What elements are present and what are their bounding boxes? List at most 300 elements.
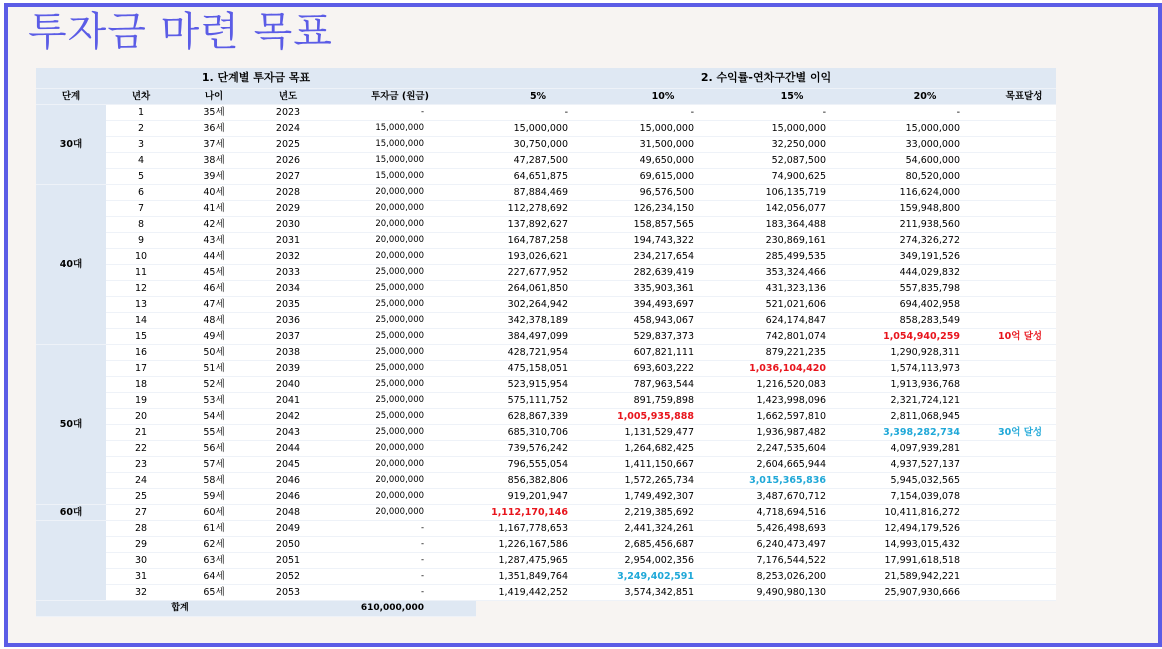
cell-goal — [992, 536, 1056, 552]
cell-year-index: 22 — [106, 440, 176, 456]
cell-age: 62세 — [176, 536, 252, 552]
cell-year-index: 28 — [106, 520, 176, 536]
cell-return-20: 54,600,000 — [858, 152, 992, 168]
cell-return-15: 106,135,719 — [726, 184, 858, 200]
table-row — [36, 536, 1056, 552]
cell-return-10: 31,500,000 — [600, 136, 726, 152]
stage-cell: 50대 — [36, 344, 106, 504]
cell-year: 2051 — [252, 552, 324, 568]
cell-age: 51세 — [176, 360, 252, 376]
cell-return-15: 1,936,987,482 — [726, 424, 858, 440]
cell-return-15: 15,000,000 — [726, 120, 858, 136]
cell-return-10: 1,264,682,425 — [600, 440, 726, 456]
cell-age: 40세 — [176, 184, 252, 200]
cell-year: 2042 — [252, 408, 324, 424]
cell-year-index: 18 — [106, 376, 176, 392]
cell-investment: 20,000,000 — [324, 200, 476, 216]
cell-return-10: 1,131,529,477 — [600, 424, 726, 440]
cell-return-15: 183,364,488 — [726, 216, 858, 232]
cell-return-5: 1,112,170,146 — [476, 504, 600, 520]
cell-year: 2025 — [252, 136, 324, 152]
cell-return-15: 1,423,998,096 — [726, 392, 858, 408]
cell-year-index: 8 — [106, 216, 176, 232]
table-row — [36, 168, 1056, 184]
cell-year-index: 13 — [106, 296, 176, 312]
cell-investment: 20,000,000 — [324, 456, 476, 472]
cell-return-20: 116,624,000 — [858, 184, 992, 200]
cell-return-5: 302,264,942 — [476, 296, 600, 312]
cell-investment: 20,000,000 — [324, 440, 476, 456]
table-row — [36, 232, 1056, 248]
cell-return-10: 1,572,265,734 — [600, 472, 726, 488]
cell-investment: 25,000,000 — [324, 280, 476, 296]
cell-goal — [992, 376, 1056, 392]
cell-return-15: 4,718,694,516 — [726, 504, 858, 520]
cell-return-10: 49,650,000 — [600, 152, 726, 168]
cell-goal — [992, 296, 1056, 312]
cell-return-20: 33,000,000 — [858, 136, 992, 152]
cell-year: 2035 — [252, 296, 324, 312]
cell-return-20: 159,948,800 — [858, 200, 992, 216]
cell-return-15: 1,662,597,810 — [726, 408, 858, 424]
cell-investment: 20,000,000 — [324, 232, 476, 248]
column-header-row — [36, 88, 1056, 104]
cell-return-20: 349,191,526 — [858, 248, 992, 264]
cell-age: 49세 — [176, 328, 252, 344]
cell-year: 2029 — [252, 200, 324, 216]
cell-age: 50세 — [176, 344, 252, 360]
cell-year: 2030 — [252, 216, 324, 232]
cell-year-index: 17 — [106, 360, 176, 376]
cell-return-5: 1,351,849,764 — [476, 568, 600, 584]
table-row — [36, 344, 1056, 360]
table-row — [36, 136, 1056, 152]
cell-return-15: 3,487,670,712 — [726, 488, 858, 504]
cell-goal — [992, 200, 1056, 216]
cell-return-15: 742,801,074 — [726, 328, 858, 344]
cell-investment: 25,000,000 — [324, 312, 476, 328]
cell-year: 2027 — [252, 168, 324, 184]
cell-return-15: 6,240,473,497 — [726, 536, 858, 552]
cell-return-20: 14,993,015,432 — [858, 536, 992, 552]
cell-goal — [992, 568, 1056, 584]
section-header-row — [36, 68, 1056, 88]
cell-year-index: 32 — [106, 584, 176, 600]
cell-year: 2040 — [252, 376, 324, 392]
cell-year-index: 27 — [106, 504, 176, 520]
cell-goal — [992, 312, 1056, 328]
cell-age: 58세 — [176, 472, 252, 488]
cell-year-index: 14 — [106, 312, 176, 328]
cell-return-10: 394,493,697 — [600, 296, 726, 312]
cell-return-10: 3,249,402,591 — [600, 568, 726, 584]
cell-return-15: 8,253,026,200 — [726, 568, 858, 584]
cell-year: 2045 — [252, 456, 324, 472]
cell-age: 48세 — [176, 312, 252, 328]
cell-goal — [992, 232, 1056, 248]
cell-return-10: 2,685,456,687 — [600, 536, 726, 552]
column-header: 투자금 (원금) — [324, 88, 476, 104]
cell-year-index: 31 — [106, 568, 176, 584]
cell-goal — [992, 360, 1056, 376]
cell-return-5: 137,892,627 — [476, 216, 600, 232]
cell-investment: 25,000,000 — [324, 376, 476, 392]
cell-return-15: 624,174,847 — [726, 312, 858, 328]
table-row — [36, 120, 1056, 136]
cell-age: 59세 — [176, 488, 252, 504]
cell-return-5: 685,310,706 — [476, 424, 600, 440]
section2-title: 2. 수익률-연차구간별 이익 — [476, 68, 1056, 88]
cell-investment: - — [324, 104, 476, 120]
cell-return-10: 458,943,067 — [600, 312, 726, 328]
cell-return-15: 431,323,136 — [726, 280, 858, 296]
table-row — [36, 248, 1056, 264]
cell-return-5: 15,000,000 — [476, 120, 600, 136]
cell-return-5: 796,555,054 — [476, 456, 600, 472]
table-row — [36, 200, 1056, 216]
cell-return-10: 2,219,385,692 — [600, 504, 726, 520]
cell-age: 52세 — [176, 376, 252, 392]
cell-age: 54세 — [176, 408, 252, 424]
cell-year-index: 25 — [106, 488, 176, 504]
cell-return-20: 21,589,942,221 — [858, 568, 992, 584]
cell-return-5: 342,378,189 — [476, 312, 600, 328]
cell-year: 2034 — [252, 280, 324, 296]
cell-goal — [992, 136, 1056, 152]
cell-investment: 20,000,000 — [324, 504, 476, 520]
cell-return-15: 1,036,104,420 — [726, 360, 858, 376]
cell-return-5: 30,750,000 — [476, 136, 600, 152]
cell-return-5: 1,419,442,252 — [476, 584, 600, 600]
total-label: 합계 — [36, 600, 324, 616]
stage-cell: 60대 — [36, 504, 106, 520]
table-row — [36, 216, 1056, 232]
cell-year-index: 29 — [106, 536, 176, 552]
cell-goal — [992, 216, 1056, 232]
cell-return-15: 2,247,535,604 — [726, 440, 858, 456]
cell-age: 45세 — [176, 264, 252, 280]
cell-return-10: 787,963,544 — [600, 376, 726, 392]
cell-age: 56세 — [176, 440, 252, 456]
cell-return-15: 32,250,000 — [726, 136, 858, 152]
column-header: 15% — [726, 88, 858, 104]
cell-return-5: - — [476, 104, 600, 120]
cell-year-index: 12 — [106, 280, 176, 296]
cell-goal — [992, 552, 1056, 568]
column-header: 년차 — [106, 88, 176, 104]
table-row — [36, 104, 1056, 120]
cell-return-5: 919,201,947 — [476, 488, 600, 504]
cell-return-5: 227,677,952 — [476, 264, 600, 280]
cell-return-15: 879,221,235 — [726, 344, 858, 360]
cell-return-20: 444,029,832 — [858, 264, 992, 280]
cell-return-10: 234,217,654 — [600, 248, 726, 264]
cell-investment: 20,000,000 — [324, 472, 476, 488]
cell-return-5: 475,158,051 — [476, 360, 600, 376]
cell-age: 60세 — [176, 504, 252, 520]
cell-return-20: 3,398,282,734 — [858, 424, 992, 440]
cell-return-5: 1,226,167,586 — [476, 536, 600, 552]
cell-goal — [992, 472, 1056, 488]
cell-goal — [992, 344, 1056, 360]
column-header: 20% — [858, 88, 992, 104]
cell-investment: 20,000,000 — [324, 488, 476, 504]
table-row — [36, 520, 1056, 536]
table-row — [36, 152, 1056, 168]
cell-return-20: 5,945,032,565 — [858, 472, 992, 488]
table-row — [36, 312, 1056, 328]
cell-investment: - — [324, 536, 476, 552]
cell-return-20: 12,494,179,526 — [858, 520, 992, 536]
table-row — [36, 280, 1056, 296]
cell-return-15: 52,087,500 — [726, 152, 858, 168]
cell-return-5: 739,576,242 — [476, 440, 600, 456]
table-row — [36, 584, 1056, 600]
cell-year: 2044 — [252, 440, 324, 456]
cell-investment: 20,000,000 — [324, 216, 476, 232]
cell-age: 61세 — [176, 520, 252, 536]
cell-goal — [992, 280, 1056, 296]
column-header: 나이 — [176, 88, 252, 104]
cell-year-index: 20 — [106, 408, 176, 424]
cell-return-10: 1,411,150,667 — [600, 456, 726, 472]
cell-return-20: 1,054,940,259 — [858, 328, 992, 344]
cell-year: 2049 — [252, 520, 324, 536]
cell-return-10: - — [600, 104, 726, 120]
cell-return-15: 5,426,498,693 — [726, 520, 858, 536]
cell-return-15: 3,015,365,836 — [726, 472, 858, 488]
cell-return-5: 575,111,752 — [476, 392, 600, 408]
cell-year: 2033 — [252, 264, 324, 280]
cell-year: 2032 — [252, 248, 324, 264]
cell-return-5: 164,787,258 — [476, 232, 600, 248]
cell-return-10: 194,743,322 — [600, 232, 726, 248]
cell-age: 35세 — [176, 104, 252, 120]
cell-goal — [992, 584, 1056, 600]
cell-return-20: 10,411,816,272 — [858, 504, 992, 520]
cell-year-index: 10 — [106, 248, 176, 264]
cell-return-20: 2,811,068,945 — [858, 408, 992, 424]
cell-age: 36세 — [176, 120, 252, 136]
cell-return-15: 7,176,544,522 — [726, 552, 858, 568]
cell-investment: 25,000,000 — [324, 344, 476, 360]
cell-investment: 25,000,000 — [324, 264, 476, 280]
cell-return-15: 1,216,520,083 — [726, 376, 858, 392]
cell-return-10: 1,005,935,888 — [600, 408, 726, 424]
cell-investment: 15,000,000 — [324, 120, 476, 136]
cell-year-index: 3 — [106, 136, 176, 152]
column-header: 년도 — [252, 88, 324, 104]
cell-goal — [992, 520, 1056, 536]
cell-return-5: 264,061,850 — [476, 280, 600, 296]
cell-year-index: 7 — [106, 200, 176, 216]
cell-return-10: 607,821,111 — [600, 344, 726, 360]
cell-year-index: 30 — [106, 552, 176, 568]
cell-year-index: 16 — [106, 344, 176, 360]
cell-return-10: 126,234,150 — [600, 200, 726, 216]
cell-age: 39세 — [176, 168, 252, 184]
cell-year-index: 4 — [106, 152, 176, 168]
stage-cell: 40대 — [36, 184, 106, 344]
table-row — [36, 440, 1056, 456]
cell-investment: 20,000,000 — [324, 248, 476, 264]
cell-return-5: 112,278,692 — [476, 200, 600, 216]
table-body — [36, 104, 1056, 600]
cell-return-20: 2,321,724,121 — [858, 392, 992, 408]
cell-year-index: 2 — [106, 120, 176, 136]
cell-return-5: 1,167,778,653 — [476, 520, 600, 536]
cell-investment: - — [324, 520, 476, 536]
cell-return-5: 193,026,621 — [476, 248, 600, 264]
cell-return-10: 15,000,000 — [600, 120, 726, 136]
cell-goal — [992, 488, 1056, 504]
cell-return-20: 1,574,113,973 — [858, 360, 992, 376]
cell-goal — [992, 168, 1056, 184]
cell-year: 2052 — [252, 568, 324, 584]
cell-return-15: 74,900,625 — [726, 168, 858, 184]
cell-return-15: - — [726, 104, 858, 120]
cell-investment: - — [324, 552, 476, 568]
table-row — [36, 376, 1056, 392]
cell-return-5: 523,915,954 — [476, 376, 600, 392]
cell-investment: - — [324, 584, 476, 600]
cell-year-index: 19 — [106, 392, 176, 408]
cell-goal — [992, 152, 1056, 168]
cell-investment: 25,000,000 — [324, 296, 476, 312]
cell-year: 2026 — [252, 152, 324, 168]
table-row — [36, 392, 1056, 408]
cell-return-20: 17,991,618,518 — [858, 552, 992, 568]
cell-return-20: 25,907,930,666 — [858, 584, 992, 600]
cell-return-10: 158,857,565 — [600, 216, 726, 232]
cell-goal — [992, 184, 1056, 200]
table-row — [36, 456, 1056, 472]
cell-age: 41세 — [176, 200, 252, 216]
table-row — [36, 360, 1056, 376]
cell-return-10: 1,749,492,307 — [600, 488, 726, 504]
cell-goal — [992, 104, 1056, 120]
table-row — [36, 488, 1056, 504]
stage-cell — [36, 520, 106, 600]
cell-return-20: 858,283,549 — [858, 312, 992, 328]
cell-goal: 10억 달성 — [992, 328, 1056, 344]
cell-return-5: 384,497,099 — [476, 328, 600, 344]
cell-investment: 25,000,000 — [324, 360, 476, 376]
cell-return-15: 521,021,606 — [726, 296, 858, 312]
cell-return-20: 4,097,939,281 — [858, 440, 992, 456]
cell-year: 2050 — [252, 536, 324, 552]
cell-year: 2024 — [252, 120, 324, 136]
cell-year: 2023 — [252, 104, 324, 120]
cell-year: 2048 — [252, 504, 324, 520]
cell-return-10: 69,615,000 — [600, 168, 726, 184]
cell-goal — [992, 440, 1056, 456]
cell-year-index: 5 — [106, 168, 176, 184]
cell-return-10: 96,576,500 — [600, 184, 726, 200]
cell-return-10: 2,954,002,356 — [600, 552, 726, 568]
cell-year: 2053 — [252, 584, 324, 600]
cell-goal — [992, 408, 1056, 424]
column-header: 목표달성 — [992, 88, 1056, 104]
cell-investment: 25,000,000 — [324, 392, 476, 408]
cell-return-15: 230,869,161 — [726, 232, 858, 248]
cell-year-index: 11 — [106, 264, 176, 280]
cell-year: 2039 — [252, 360, 324, 376]
cell-return-5: 64,651,875 — [476, 168, 600, 184]
cell-year: 2038 — [252, 344, 324, 360]
cell-year-index: 15 — [106, 328, 176, 344]
investment-table — [36, 68, 1056, 617]
cell-return-20: 694,402,958 — [858, 296, 992, 312]
page-title: 투자금 마련 목표 — [28, 9, 333, 55]
table-row — [36, 296, 1056, 312]
table-row — [36, 424, 1056, 440]
cell-year-index: 9 — [106, 232, 176, 248]
cell-return-20: 4,937,527,137 — [858, 456, 992, 472]
cell-return-5: 428,721,954 — [476, 344, 600, 360]
table-row — [36, 328, 1056, 344]
cell-year: 2031 — [252, 232, 324, 248]
cell-return-10: 693,603,222 — [600, 360, 726, 376]
cell-return-15: 9,490,980,130 — [726, 584, 858, 600]
cell-investment: 15,000,000 — [324, 168, 476, 184]
cell-return-5: 856,382,806 — [476, 472, 600, 488]
cell-return-20: 1,913,936,768 — [858, 376, 992, 392]
cell-investment: - — [324, 568, 476, 584]
cell-goal — [992, 504, 1056, 520]
cell-age: 63세 — [176, 552, 252, 568]
cell-return-10: 529,837,373 — [600, 328, 726, 344]
cell-return-20: 274,326,272 — [858, 232, 992, 248]
cell-return-10: 3,574,342,851 — [600, 584, 726, 600]
cell-return-5: 47,287,500 — [476, 152, 600, 168]
cell-age: 47세 — [176, 296, 252, 312]
cell-goal — [992, 456, 1056, 472]
column-header: 10% — [600, 88, 726, 104]
cell-age: 42세 — [176, 216, 252, 232]
table-row — [36, 184, 1056, 200]
cell-year-index: 24 — [106, 472, 176, 488]
cell-return-15: 142,056,077 — [726, 200, 858, 216]
cell-return-20: 7,154,039,078 — [858, 488, 992, 504]
cell-year-index: 23 — [106, 456, 176, 472]
cell-year: 2037 — [252, 328, 324, 344]
table-row — [36, 472, 1056, 488]
cell-year-index: 6 — [106, 184, 176, 200]
cell-goal: 30억 달성 — [992, 424, 1056, 440]
cell-age: 57세 — [176, 456, 252, 472]
cell-goal — [992, 120, 1056, 136]
cell-year: 2043 — [252, 424, 324, 440]
cell-age: 43세 — [176, 232, 252, 248]
cell-return-20: 15,000,000 — [858, 120, 992, 136]
cell-age: 44세 — [176, 248, 252, 264]
cell-return-15: 285,499,535 — [726, 248, 858, 264]
column-header: 5% — [476, 88, 600, 104]
cell-year-index: 1 — [106, 104, 176, 120]
cell-investment: 25,000,000 — [324, 408, 476, 424]
total-row — [36, 600, 1056, 616]
cell-investment: 25,000,000 — [324, 328, 476, 344]
cell-age: 65세 — [176, 584, 252, 600]
cell-goal — [992, 264, 1056, 280]
cell-goal — [992, 392, 1056, 408]
cell-investment: 20,000,000 — [324, 184, 476, 200]
cell-age: 64세 — [176, 568, 252, 584]
cell-return-5: 87,884,469 — [476, 184, 600, 200]
cell-age: 53세 — [176, 392, 252, 408]
table-row — [36, 408, 1056, 424]
